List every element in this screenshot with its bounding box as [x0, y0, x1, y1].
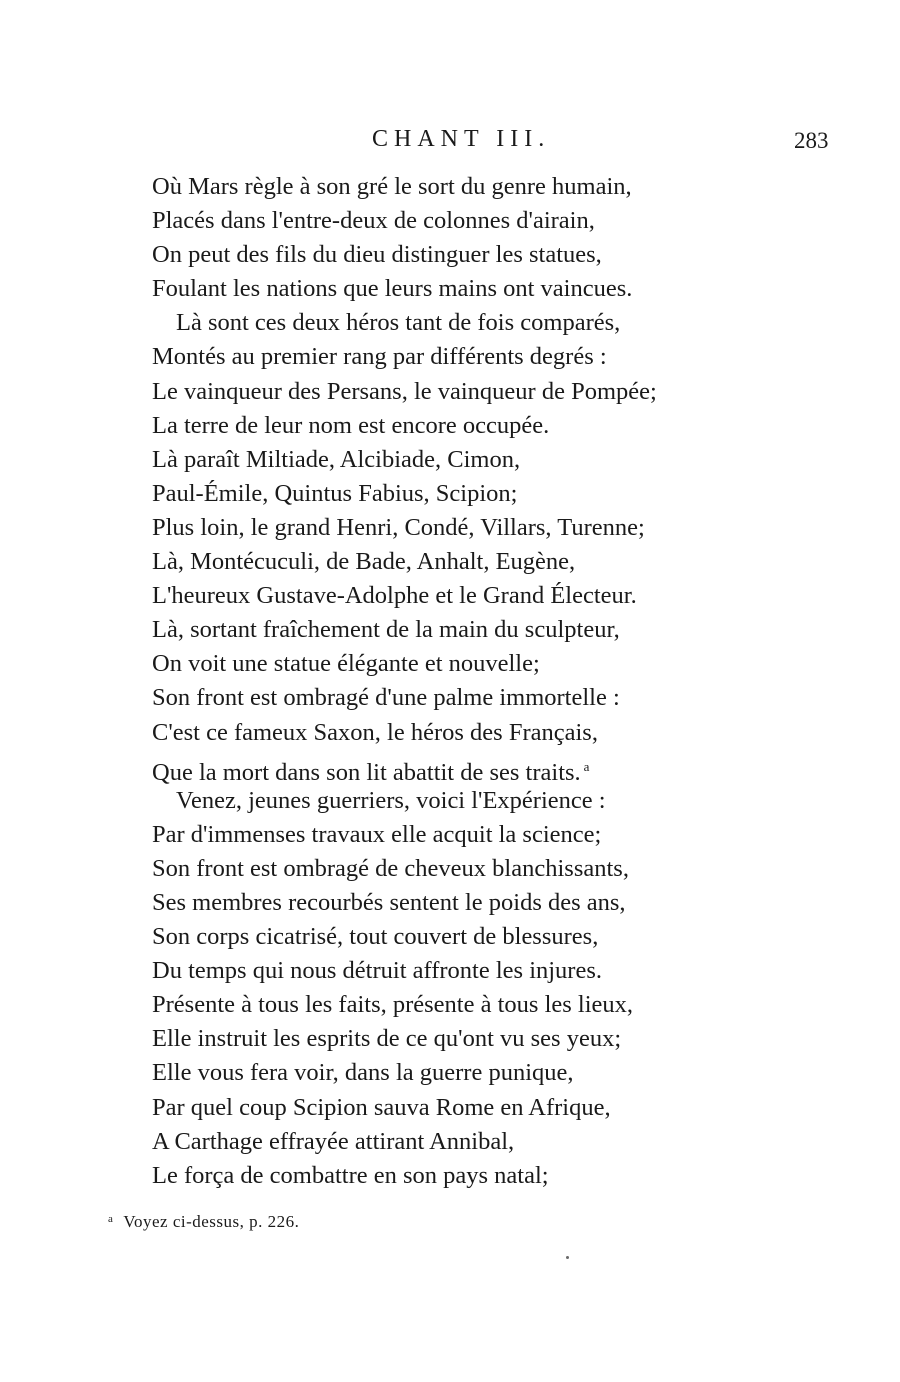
verse-line: Foulant les nations que leurs mains ont vaincues. [152, 275, 633, 303]
footnote-text: Voyez ci-dessus, p. 226. [123, 1212, 300, 1231]
verse-line: Placés dans l'entre-deux de colonnes d'airain, [152, 207, 595, 235]
verse-line: Son front est ombragé de cheveux blanchissants, [152, 854, 629, 882]
verse-line: Venez, jeunes guerriers, voici l'Expérience : [176, 786, 606, 814]
verse-line: Elle instruit les esprits de ce qu'ont vu ses yeux; [152, 1025, 622, 1053]
verse-line: Le força de combattre en son pays natal; [152, 1161, 549, 1189]
verse-line: Là, Montécuculi, de Bade, Anhalt, Eugène, [152, 548, 576, 576]
verse-line: L'heureux Gustave-Adolphe et le Grand Électeur. [152, 582, 637, 610]
verse-line: Là, sortant fraîchement de la main du sculpteur, [152, 616, 620, 644]
verse-line: On voit une statue élégante et nouvelle; [152, 650, 540, 678]
chapter-title: CHANT III. [372, 126, 551, 152]
verse-line: Présente à tous les faits, présente à tous les lieux, [152, 991, 634, 1019]
paper-speck [566, 1256, 569, 1259]
footnote-mark: a [108, 1213, 114, 1225]
verse-line: Son front est ombragé d'une palme immortelle : [152, 684, 620, 712]
verse-line: Par d'immenses travaux elle acquit la science; [152, 820, 602, 848]
verse-line: Son corps cicatrisé, tout couvert de blessures, [152, 923, 599, 951]
running-head [0, 124, 900, 160]
verse-line: Du temps qui nous détruit affronte les injures. [152, 957, 602, 985]
verse-text: Que la mort dans son lit abattit de ses traits. [152, 758, 581, 786]
verse-line: Ses membres recourbés sentent le poids des ans, [152, 888, 626, 916]
verse-line: Là sont ces deux héros tant de fois comparés, [176, 309, 621, 337]
verse-line: Là paraît Miltiade, Alcibiade, Cimon, [152, 445, 521, 473]
footnote [108, 1212, 299, 1232]
verse-line: Par quel coup Scipion sauva Rome en Afrique, [152, 1093, 611, 1121]
verse-line: A Carthage effrayée attirant Annibal, [152, 1127, 515, 1155]
verse-line: Montés au premier rang par différents degrés : [152, 343, 607, 371]
verse-line: Plus loin, le grand Henri, Condé, Villars, Turenne; [152, 513, 645, 541]
verse-line: Elle vous fera voir, dans la guerre punique, [152, 1059, 574, 1087]
verse-line: Paul-Émile, Quintus Fabius, Scipion; [152, 479, 518, 507]
verse-line: C'est ce fameux Saxon, le héros des Français, [152, 718, 598, 746]
verse-line-with-note [152, 750, 852, 784]
verse-line: La terre de leur nom est encore occupée. [152, 411, 550, 439]
poem-text [152, 170, 852, 1193]
verse-line: On peut des fils du dieu distinguer les statues, [152, 241, 602, 269]
page-number: 283 [794, 128, 829, 153]
verse-line: Où Mars règle à son gré le sort du genre humain, [152, 173, 632, 200]
note-reference[interactable]: a [583, 758, 590, 774]
verse-line: Le vainqueur des Persans, le vainqueur de Pompée; [152, 377, 657, 405]
